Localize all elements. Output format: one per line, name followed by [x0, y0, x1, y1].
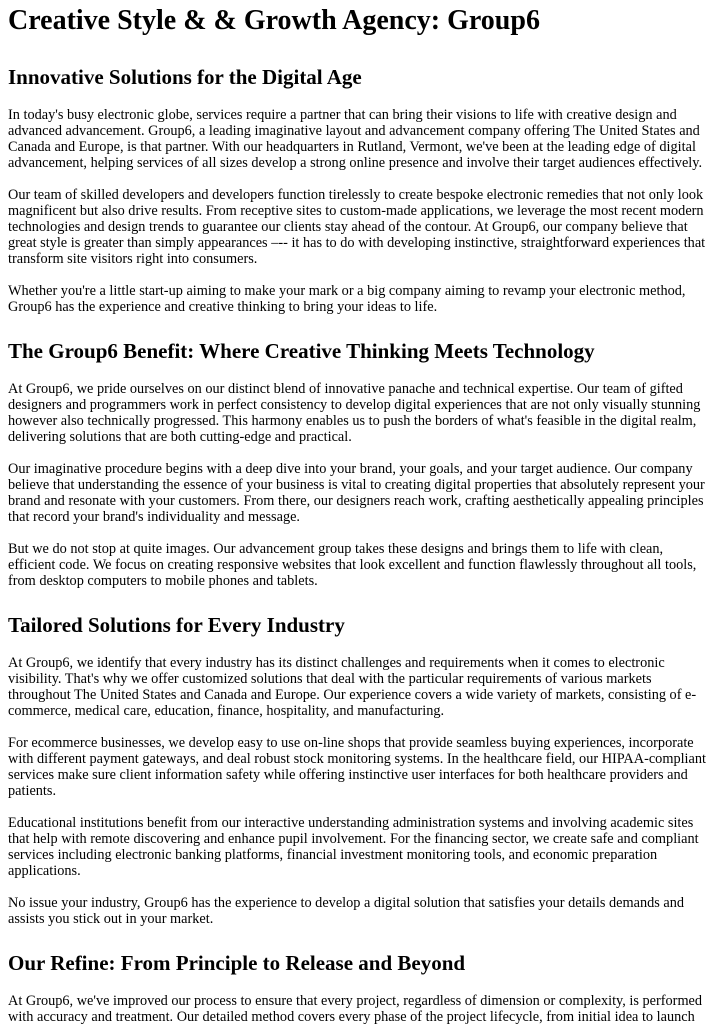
paragraph: Our team of skilled developers and developers function tirelessly to create bespoke electronic remedies that not only look magnificent but also drive results. From receptive sites to custom-made applications, we leverage the most recent modern technologies and design trends to guarantee our clients stay ahead of the contour. At Group6, our company believe that great style is greater than simply appearances –-- it has to do with developing instinctive, straightforward experiences that transform site visitors right into consumers.: [8, 187, 706, 267]
section-heading: Tailored Solutions for Every Industry: [8, 613, 345, 637]
paragraph: At Group6, we identify that every industry has its distinct challenges and requirements when it comes to electronic visibility. That's why we offer customized solutions that deal with the particular requirements of various markets throughout The United States and Canada and Europe. Our experience covers a wide variety of markets, consisting of e-commerce, medical care, education, finance, hospitality, and manufacturing.: [8, 655, 697, 719]
paragraph: Our imaginative procedure begins with a deep dive into your brand, your goals, and your target audience. Our company believe that understanding the essence of your business is vital to creating digital properties that absolutely represent your brand and resonate with your customers. From there, our designers reach work, crafting aesthetically appealing principles that record your brand's individuality and message.: [8, 461, 705, 525]
section-heading: Our Refine: From Principle to Release and Beyond: [8, 951, 466, 975]
section-body: [8, 381, 712, 589]
section-heading: The Group6 Benefit: Where Creative Thinking Meets Technology: [8, 339, 595, 363]
section-body: [8, 655, 712, 927]
paragraph: At Group6, we've improved our process to ensure that every project, regardless of dimension or complexity, is performed with accuracy and treatment. Our detailed method covers every phase of the project lifecycle, from initial idea to launch: [8, 993, 703, 1025]
page-title: Creative Style & & Growth Agency: Group6: [8, 5, 540, 36]
article-sections: [8, 65, 712, 1025]
paragraph: No issue your industry, Group6 has the experience to develop a digital solution that satisfies your details demands and assists you stick out in your market.: [8, 895, 685, 927]
section-body: [8, 993, 712, 1025]
paragraph: Whether you're a little start-up aiming to make your mark or a big company aiming to revamp your electronic method, Group6 has the experience and creative thinking to bring your ideas to life.: [8, 283, 686, 315]
paragraph: For ecommerce businesses, we develop easy to use on-line shops that provide seamless buying experiences, incorporate with different payment gateways, and deal robust stock monitoring systems. In the healthcare field, our HIPAA-compliant services make sure client information safety while offering instinctive user interfaces for both healthcare providers and patients.: [8, 735, 706, 799]
article: [0, 5, 720, 1025]
section-heading: Innovative Solutions for the Digital Age: [8, 65, 362, 89]
paragraph: Educational institutions benefit from our interactive understanding administration systems and involving academic sites that help with remote discovering and enhance pupil involvement. For the financing sector, we create safe and compliant services including electronic banking platforms, financial investment monitoring tools, and economic preparation applications.: [8, 815, 699, 879]
paragraph: But we do not stop at quite images. Our advancement group takes these designs and brings them to life with clean, efficient code. We focus on creating responsive websites that look excellent and function flawlessly throughout all tools, from desktop computers to mobile phones and tablets.: [8, 541, 697, 589]
section-body: [8, 107, 712, 315]
paragraph: In today's busy electronic globe, services require a partner that can bring their visions to life with creative design and advanced advancement. Group6, a leading imaginative layout and advancement company offering The United States and Canada and Europe, is that partner. With our headquarters in Rutland, Vermont, we've been at the leading edge of digital advancement, helping services of all sizes develop a strong online presence and involve their target audiences effectively.: [8, 107, 703, 171]
paragraph: At Group6, we pride ourselves on our distinct blend of innovative panache and technical expertise. Our team of gifted designers and programmers work in perfect consistency to develop digital experiences that are not only visually stunning however also technically progressed. This harmony enables us to push the borders of what's feasible in the digital realm, delivering solutions that are both cutting-edge and practical.: [8, 381, 701, 445]
